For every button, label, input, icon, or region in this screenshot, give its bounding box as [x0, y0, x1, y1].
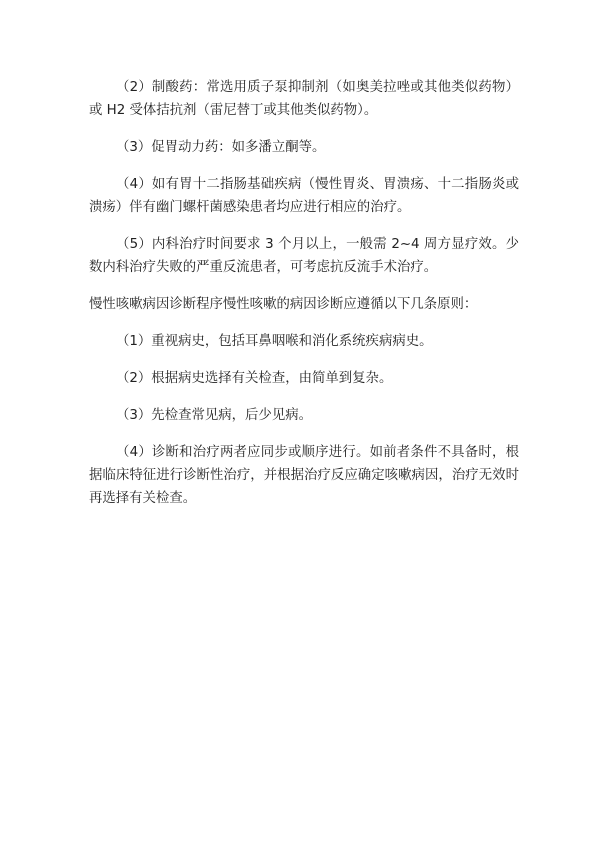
paragraph-principle-2: （2）根据病史选择有关检查，由简单到复杂。 [116, 371, 393, 386]
paragraph-prokinetic: （3）促胃动力药：如多潘立酮等。 [116, 140, 326, 155]
paragraph-principle-4: （4）诊断和治疗两者应同步或顺序进行。如前者条件不具备时，根据临床特征进行诊断性治疗，并根据治疗反应确定咳嗽病因，治疗无效时再选择有关检查。 [89, 445, 519, 506]
paragraph-treatment-duration: （5）内科治疗时间要求 3 个月以上，一般需 2~4 周方显疗效。少数内科治疗失败的严重反流患者，可考虑抗反流手术治疗。 [89, 237, 519, 275]
paragraph-antacid: （2）制酸药：常选用质子泵抑制剂（如奥美拉唑或其他类似药物）或 H2 受体拮抗剂（雷尼替丁或其他类似药物）。 [89, 80, 519, 118]
paragraph-underlying-disease: （4）如有胃十二指肠基础疾病（慢性胃炎、胃溃疡、十二指肠炎或溃疡）伴有幽门螺杆菌感染患者均应进行相应的治疗。 [89, 177, 519, 215]
document-body [89, 76, 519, 524]
paragraph-principle-1: （1）重视病史，包括耳鼻咽喉和消化系统疾病病史。 [116, 334, 433, 349]
paragraph-principle-3: （3）先检查常见病，后少见病。 [116, 408, 312, 423]
paragraph-cough-diagnosis-intro: 慢性咳嗽病因诊断程序慢性咳嗽的病因诊断应遵循以下几条原则： [89, 297, 478, 312]
